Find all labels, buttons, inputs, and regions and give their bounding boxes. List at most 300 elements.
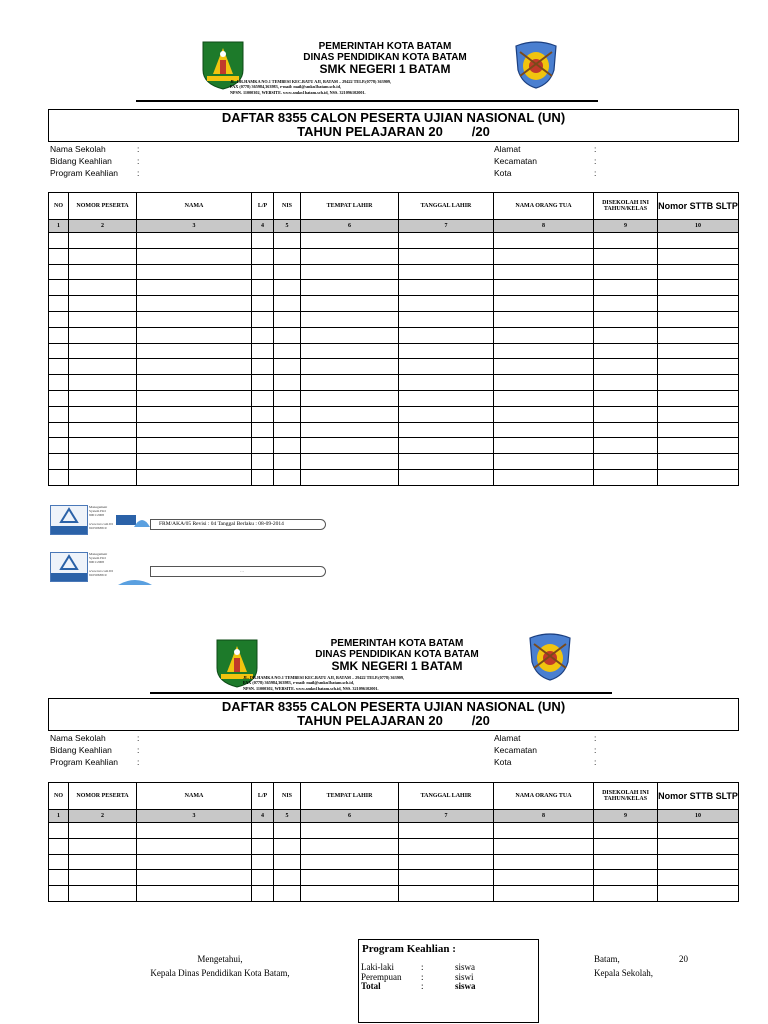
table-cell[interactable] (49, 886, 69, 902)
table-cell[interactable] (494, 870, 594, 886)
table-cell[interactable] (137, 886, 252, 902)
table-cell[interactable] (274, 264, 301, 280)
table-cell[interactable] (301, 359, 399, 375)
table-cell[interactable] (494, 469, 594, 485)
summary-row-total: Total : siswa (361, 981, 476, 991)
signature-left (120, 952, 320, 980)
cert-label: Management System ISO 9001:2008 (89, 552, 108, 564)
table-row (49, 343, 739, 359)
table-cell[interactable] (69, 838, 137, 854)
table-cell[interactable] (658, 264, 739, 280)
table-cell[interactable] (658, 469, 739, 485)
header-rule (150, 692, 612, 694)
title-line-1: DAFTAR 8355 CALON PESERTA UJIAN NASIONAL (UN) (221, 699, 566, 714)
table-cell[interactable] (49, 343, 69, 359)
table-cell[interactable] (252, 296, 274, 312)
col-header: Nomor STTB SLTP (658, 193, 739, 220)
table-cell[interactable] (301, 343, 399, 359)
table-cell[interactable] (69, 375, 137, 391)
summary-row-male: Laki-laki : siswa (361, 962, 475, 972)
table-cell[interactable] (301, 469, 399, 485)
table-cell[interactable] (274, 422, 301, 438)
table-row (49, 327, 739, 343)
table-cell[interactable] (594, 375, 658, 391)
header-government: PEMERINTAH KOTA BATAM (330, 638, 464, 649)
table-header (49, 783, 739, 810)
table-cell[interactable] (658, 390, 739, 406)
table-cell[interactable] (658, 296, 739, 312)
table-cell[interactable] (399, 422, 494, 438)
table-cell[interactable] (252, 311, 274, 327)
table-cell[interactable] (594, 359, 658, 375)
table-cell[interactable] (274, 454, 301, 470)
table-cell[interactable] (274, 311, 301, 327)
table-row (49, 469, 739, 485)
table-cell[interactable] (399, 823, 494, 839)
table-cell[interactable] (49, 406, 69, 422)
table-cell[interactable] (494, 823, 594, 839)
table-cell[interactable] (137, 327, 252, 343)
table-cell[interactable] (49, 422, 69, 438)
table-cell[interactable] (301, 886, 399, 902)
table-cell[interactable] (594, 454, 658, 470)
table-cell[interactable] (399, 886, 494, 902)
table-cell[interactable] (274, 838, 301, 854)
table-cell[interactable] (252, 823, 274, 839)
table-cell[interactable] (594, 422, 658, 438)
table-cell[interactable] (274, 870, 301, 886)
col-header: Nomor STTB SLTP (658, 783, 739, 810)
table-cell[interactable] (69, 823, 137, 839)
table-cell[interactable] (658, 311, 739, 327)
table-cell[interactable] (301, 375, 399, 391)
table-cell[interactable] (658, 823, 739, 839)
header-agency: DINAS PENDIDIKAN KOTA BATAM (315, 649, 479, 660)
title-line-1: DAFTAR 8355 CALON PESERTA UJIAN NASIONAL (UN) (221, 110, 566, 125)
table-cell[interactable] (274, 327, 301, 343)
table-cell[interactable] (252, 422, 274, 438)
table-cell[interactable] (494, 838, 594, 854)
table-cell[interactable] (399, 343, 494, 359)
table-cell[interactable] (252, 375, 274, 391)
program-summary-box (358, 939, 539, 1023)
table-cell[interactable] (252, 838, 274, 854)
table-cell[interactable] (399, 838, 494, 854)
table-cell[interactable] (69, 854, 137, 870)
table-cell[interactable] (301, 438, 399, 454)
table-row (49, 311, 739, 327)
table-cell[interactable] (301, 390, 399, 406)
summary-row-female: Perempuan : siswi (361, 971, 474, 982)
table-cell[interactable] (137, 870, 252, 886)
header-address: JL. DR.HAMKA NO.1 TEMBESI KEC.BATU AJI, BATAM – 29422 TELP.(0778) 363909, FAX (0778) 365984,363983, e-mail: mail@smkn1batam.sch.id, NPSN. 11000302, WEBSITE. www.smkn1batam.sch.id, NSS. 321096102001. (230, 79, 392, 95)
table-cell[interactable] (252, 280, 274, 296)
header-address: JL. DR.HAMKA NO.1 TEMBESI KEC.BATU AJI, BATAM – 29422 TELP.(0778) 363909, FAX (0778) 365984,363983, e-mail: mail@smkn1batam.sch.id, NPSN. 11000302, WEBSITE. www.smkn1batam.sch.id, NSS. 321096102001. (243, 675, 405, 691)
table-cell[interactable] (252, 469, 274, 485)
table-cell[interactable] (69, 264, 137, 280)
column-number-row: 1 2 3 4 5 6 7 8 9 10 (49, 810, 739, 823)
table-cell[interactable] (252, 264, 274, 280)
table-cell[interactable] (494, 248, 594, 264)
table-cell[interactable] (252, 886, 274, 902)
col-header: NO (49, 193, 69, 220)
col-header: NAMA (137, 193, 252, 220)
table-body-1 (49, 233, 739, 486)
table-row (49, 406, 739, 422)
table-cell[interactable] (301, 311, 399, 327)
table-cell[interactable] (137, 296, 252, 312)
table-cell[interactable] (69, 469, 137, 485)
table-cell[interactable] (658, 280, 739, 296)
col-header: NO (49, 783, 69, 810)
table-cell[interactable] (49, 469, 69, 485)
signature-right (594, 952, 714, 980)
table-cell[interactable] (301, 454, 399, 470)
table-cell[interactable] (658, 422, 739, 438)
table-cell[interactable] (494, 343, 594, 359)
table-cell[interactable] (658, 838, 739, 854)
table-cell[interactable] (658, 854, 739, 870)
table-cell[interactable] (301, 296, 399, 312)
table-cell[interactable] (69, 438, 137, 454)
table-cell[interactable] (658, 406, 739, 422)
tuv-badge (50, 505, 88, 535)
table-cell[interactable] (69, 327, 137, 343)
candidate-table (48, 192, 739, 486)
header-school: SMK NEGERI 1 BATAM (331, 659, 463, 673)
table-cell[interactable] (301, 280, 399, 296)
header-block (312, 638, 482, 673)
table-row (49, 390, 739, 406)
table-cell[interactable] (594, 233, 658, 249)
table-cell[interactable] (594, 438, 658, 454)
table-cell[interactable] (69, 248, 137, 264)
table-cell[interactable] (252, 233, 274, 249)
table-cell[interactable] (594, 327, 658, 343)
table-cell[interactable] (49, 870, 69, 886)
table-cell[interactable] (399, 438, 494, 454)
info-left: Nama Sekolah : Bidang Keahlian : Program Keahlian : (50, 733, 140, 767)
table-cell[interactable] (494, 390, 594, 406)
table-cell[interactable] (69, 359, 137, 375)
table-cell[interactable] (594, 870, 658, 886)
table-cell[interactable] (274, 296, 301, 312)
col-header: NOMOR PESERTA (69, 783, 137, 810)
table-cell[interactable] (137, 854, 252, 870)
table-cell[interactable] (274, 886, 301, 902)
table-cell[interactable] (399, 390, 494, 406)
table-row (49, 375, 739, 391)
program-summary-title: Program Keahlian : (362, 943, 456, 955)
table-cell[interactable] (494, 406, 594, 422)
cert-id: www.tuv.com ID 9105063819 (89, 522, 113, 530)
table-cell[interactable] (137, 469, 252, 485)
table-cell[interactable] (49, 438, 69, 454)
table-cell[interactable] (399, 311, 494, 327)
info-left: Nama Sekolah : Bidang Keahlian : Program Keahlian : (50, 144, 140, 178)
candidate-table (48, 782, 739, 902)
table-cell[interactable] (69, 870, 137, 886)
col-header: NAMA (137, 783, 252, 810)
header-government: PEMERINTAH KOTA BATAM (318, 41, 452, 52)
table-row (49, 359, 739, 375)
table-cell[interactable] (69, 311, 137, 327)
tuv-icon (51, 553, 87, 581)
table-cell[interactable] (658, 248, 739, 264)
table-cell[interactable] (594, 264, 658, 280)
table-cell[interactable] (137, 838, 252, 854)
table-cell[interactable] (137, 264, 252, 280)
kan-logo (116, 513, 150, 527)
header-block (300, 41, 470, 76)
table-cell[interactable] (594, 406, 658, 422)
header-school: SMK NEGERI 1 BATAM (319, 62, 451, 76)
table-cell[interactable] (49, 454, 69, 470)
table-cell[interactable] (594, 390, 658, 406)
cert-label: Management System ISO 9001:2008 (89, 505, 108, 517)
col-header: L/P (252, 783, 274, 810)
table-cell[interactable] (301, 233, 399, 249)
col-header: TANGGAL LAHIR (399, 783, 494, 810)
table-cell[interactable] (658, 438, 739, 454)
table-cell[interactable] (594, 296, 658, 312)
table-cell[interactable] (494, 233, 594, 249)
info-right: Alamat : Kecamatan : Kota : (494, 733, 597, 767)
table-cell[interactable] (252, 359, 274, 375)
table-cell[interactable] (301, 264, 399, 280)
table-cell[interactable] (399, 359, 494, 375)
table-cell[interactable] (494, 454, 594, 470)
col-header: TEMPAT LAHIR (301, 193, 399, 220)
col-header: NOMOR PESERTA (69, 193, 137, 220)
table-cell[interactable] (494, 886, 594, 902)
table-cell[interactable] (49, 838, 69, 854)
table-cell[interactable] (137, 454, 252, 470)
table-cell[interactable] (301, 870, 399, 886)
table-cell[interactable] (658, 343, 739, 359)
table-cell[interactable] (494, 311, 594, 327)
table-cell[interactable] (49, 280, 69, 296)
table-cell[interactable] (49, 359, 69, 375)
cert-id: www.tuv.com ID 9105063819 (89, 569, 113, 577)
principal-label: Kepala Sekolah, (594, 968, 653, 978)
table-cell[interactable] (399, 327, 494, 343)
table-cell[interactable] (301, 248, 399, 264)
table-cell[interactable] (399, 233, 494, 249)
table-cell[interactable] (274, 233, 301, 249)
table-cell[interactable] (399, 248, 494, 264)
table-cell[interactable] (137, 390, 252, 406)
table-cell[interactable] (494, 264, 594, 280)
table-cell[interactable] (252, 327, 274, 343)
table-cell[interactable] (301, 327, 399, 343)
table-cell[interactable] (301, 406, 399, 422)
table-cell[interactable] (252, 406, 274, 422)
col-header: DISEKOLAH INI TAHUN/KELAS (594, 193, 658, 220)
footer-certification-1 (50, 505, 335, 533)
table-cell[interactable] (49, 823, 69, 839)
table-cell[interactable] (399, 264, 494, 280)
table-cell[interactable] (594, 886, 658, 902)
table-cell[interactable] (49, 390, 69, 406)
table-cell[interactable] (69, 296, 137, 312)
table-cell[interactable] (274, 280, 301, 296)
col-header: TANGGAL LAHIR (399, 193, 494, 220)
table-cell[interactable] (399, 469, 494, 485)
table-cell[interactable] (69, 343, 137, 359)
table-cell[interactable] (49, 248, 69, 264)
table-cell[interactable] (274, 854, 301, 870)
table-cell[interactable] (137, 311, 252, 327)
table-cell[interactable] (137, 375, 252, 391)
table-cell[interactable] (301, 854, 399, 870)
table-cell[interactable] (49, 327, 69, 343)
table-cell[interactable] (137, 280, 252, 296)
table-cell[interactable] (494, 327, 594, 343)
table-cell[interactable] (274, 248, 301, 264)
table-header (49, 193, 739, 220)
table-cell[interactable] (274, 343, 301, 359)
column-number-row: 1 2 3 4 5 6 7 8 9 10 (49, 220, 739, 233)
info-right: Alamat : Kecamatan : Kota : (494, 144, 597, 178)
table-cell[interactable] (594, 311, 658, 327)
col-header: NIS (274, 783, 301, 810)
table-cell[interactable] (399, 375, 494, 391)
table-cell[interactable] (594, 838, 658, 854)
table-row (49, 870, 739, 886)
table-row (49, 280, 739, 296)
table-cell[interactable] (49, 233, 69, 249)
table-cell[interactable] (252, 854, 274, 870)
table-cell[interactable] (301, 838, 399, 854)
table-row (49, 838, 739, 854)
table-cell[interactable] (49, 311, 69, 327)
table-cell[interactable] (137, 359, 252, 375)
table-cell[interactable] (494, 280, 594, 296)
col-header: TEMPAT LAHIR (301, 783, 399, 810)
table-cell[interactable] (594, 343, 658, 359)
table-cell[interactable] (658, 454, 739, 470)
table-row (49, 233, 739, 249)
table-cell[interactable] (399, 870, 494, 886)
table-cell[interactable] (494, 296, 594, 312)
table-cell[interactable] (594, 248, 658, 264)
table-cell[interactable] (274, 469, 301, 485)
table-cell[interactable] (252, 870, 274, 886)
table-cell[interactable] (494, 854, 594, 870)
table-row (49, 264, 739, 280)
table-cell[interactable] (49, 375, 69, 391)
table-cell[interactable] (658, 327, 739, 343)
table-cell[interactable] (69, 280, 137, 296)
table-cell[interactable] (594, 280, 658, 296)
table-cell[interactable] (137, 406, 252, 422)
footer-certification-2 (50, 552, 335, 580)
table-body-2 (49, 823, 739, 902)
col-header: DISEKOLAH INI TAHUN/KELAS (594, 783, 658, 810)
table-cell[interactable] (69, 422, 137, 438)
table-cell[interactable] (658, 870, 739, 886)
table-cell[interactable] (494, 375, 594, 391)
table-cell[interactable] (274, 438, 301, 454)
table-row (49, 886, 739, 902)
table-cell[interactable] (137, 343, 252, 359)
table-cell[interactable] (594, 854, 658, 870)
table-cell[interactable] (49, 264, 69, 280)
table-cell[interactable] (399, 854, 494, 870)
table-cell[interactable] (274, 390, 301, 406)
title-line-2: TAHUN PELAJARAN 20 /20 (297, 124, 490, 139)
place-label: Batam, (594, 954, 620, 964)
table-cell[interactable] (399, 454, 494, 470)
table-cell[interactable] (137, 823, 252, 839)
table-cell[interactable] (137, 233, 252, 249)
table-cell[interactable] (252, 390, 274, 406)
table-cell[interactable] (274, 359, 301, 375)
table-cell[interactable] (49, 854, 69, 870)
table-cell[interactable] (594, 823, 658, 839)
table-cell[interactable] (658, 233, 739, 249)
table-cell[interactable] (69, 233, 137, 249)
table-cell[interactable] (274, 406, 301, 422)
table-cell[interactable] (137, 248, 252, 264)
table-cell[interactable] (494, 359, 594, 375)
table-cell[interactable] (399, 280, 494, 296)
table-cell[interactable] (137, 438, 252, 454)
table-cell[interactable] (69, 454, 137, 470)
table-row (49, 854, 739, 870)
table-cell[interactable] (252, 343, 274, 359)
table-cell[interactable] (658, 886, 739, 902)
revision-box: FRM/AKA/05 Revisi : 04 Tanggal Berlaku : 08-09-2014 (150, 519, 326, 530)
document-title (48, 109, 739, 142)
table-row (49, 823, 739, 839)
tuv-icon (51, 506, 87, 534)
table-cell[interactable] (252, 454, 274, 470)
table-cell[interactable] (494, 438, 594, 454)
acknowledged-label: Mengetahui, (197, 954, 243, 964)
table-cell[interactable] (658, 375, 739, 391)
department-head-label: Kepala Dinas Pendidikan Kota Batam, (150, 968, 290, 978)
year-label: 20 (679, 954, 688, 964)
table-cell[interactable] (301, 823, 399, 839)
school-logo (526, 632, 574, 682)
revision-box: ... (150, 566, 326, 577)
table-cell[interactable] (137, 422, 252, 438)
header-agency: DINAS PENDIDIKAN KOTA BATAM (303, 52, 467, 63)
table-cell[interactable] (69, 886, 137, 902)
table-cell[interactable] (594, 469, 658, 485)
table-cell[interactable] (49, 296, 69, 312)
table-cell[interactable] (274, 823, 301, 839)
table-row (49, 422, 739, 438)
table-row (49, 438, 739, 454)
table-cell[interactable] (301, 422, 399, 438)
table-cell[interactable] (399, 406, 494, 422)
table-cell[interactable] (69, 390, 137, 406)
table-cell[interactable] (252, 248, 274, 264)
col-header: L/P (252, 193, 274, 220)
table-cell[interactable] (252, 438, 274, 454)
table-cell[interactable] (399, 296, 494, 312)
table-cell[interactable] (274, 375, 301, 391)
tuv-badge (50, 552, 88, 582)
table-cell[interactable] (658, 359, 739, 375)
table-cell[interactable] (69, 406, 137, 422)
table-cell[interactable] (494, 422, 594, 438)
title-line-2: TAHUN PELAJARAN 20 /20 (297, 713, 490, 728)
table-row (49, 248, 739, 264)
